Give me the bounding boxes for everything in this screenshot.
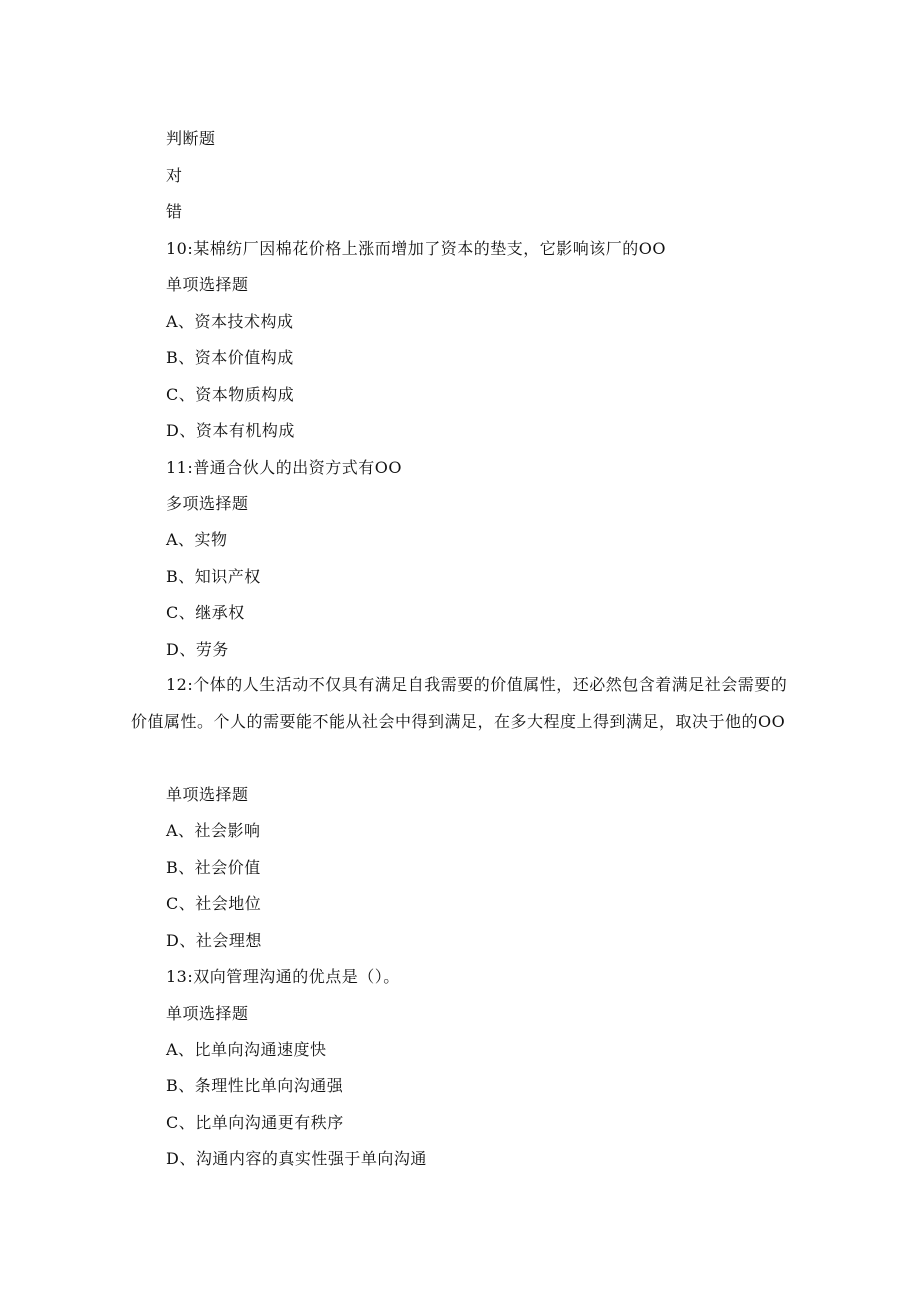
- option-c: C、比单向沟通更有秩序: [166, 1113, 344, 1132]
- option-b: B、资本价值构成: [166, 348, 294, 367]
- option-a: A、实物: [166, 530, 228, 549]
- question-type-label: 单项选择题: [166, 275, 249, 294]
- option-d: D、沟通内容的真实性强于单向沟通: [166, 1149, 427, 1168]
- question-type-label: 多项选择题: [166, 494, 249, 513]
- option-d: D、劳务: [166, 640, 229, 659]
- question-type-label: 单项选择题: [166, 1004, 249, 1023]
- question-type-label: 单项选择题: [166, 785, 249, 804]
- option-true: 对: [166, 166, 183, 185]
- question-12-text: 12:个体的人生活动不仅具有满足自我需要的价值属性，还必然包含着满足社会需要的价值属性。个人的需要能不能从社会中得到满足，在多大程度上得到满足，取决于他的OO: [131, 675, 788, 731]
- option-a: A、社会影响: [166, 821, 261, 840]
- option-b: B、社会价值: [166, 858, 261, 877]
- question-10-text: 10:某棉纺厂因棉花价格上涨而增加了资本的垫支，它影响该厂的OO: [166, 239, 666, 258]
- option-a: A、资本技术构成: [166, 312, 294, 331]
- option-c: C、资本物质构成: [166, 385, 295, 404]
- question-13-text: 13:双向管理沟通的优点是（）。: [166, 967, 400, 986]
- option-c: C、继承权: [166, 603, 245, 622]
- option-false: 错: [166, 202, 183, 221]
- option-d: D、社会理想: [166, 931, 262, 950]
- question-type-label: 判断题: [166, 129, 216, 148]
- option-a: A、比单向沟通速度快: [166, 1040, 327, 1059]
- option-b: B、知识产权: [166, 567, 261, 586]
- option-c: C、社会地位: [166, 894, 262, 913]
- option-b: B、条理性比单向沟通强: [166, 1076, 344, 1095]
- question-11-text: 11:普通合伙人的出资方式有OO: [166, 458, 402, 477]
- option-d: D、资本有机构成: [166, 421, 295, 440]
